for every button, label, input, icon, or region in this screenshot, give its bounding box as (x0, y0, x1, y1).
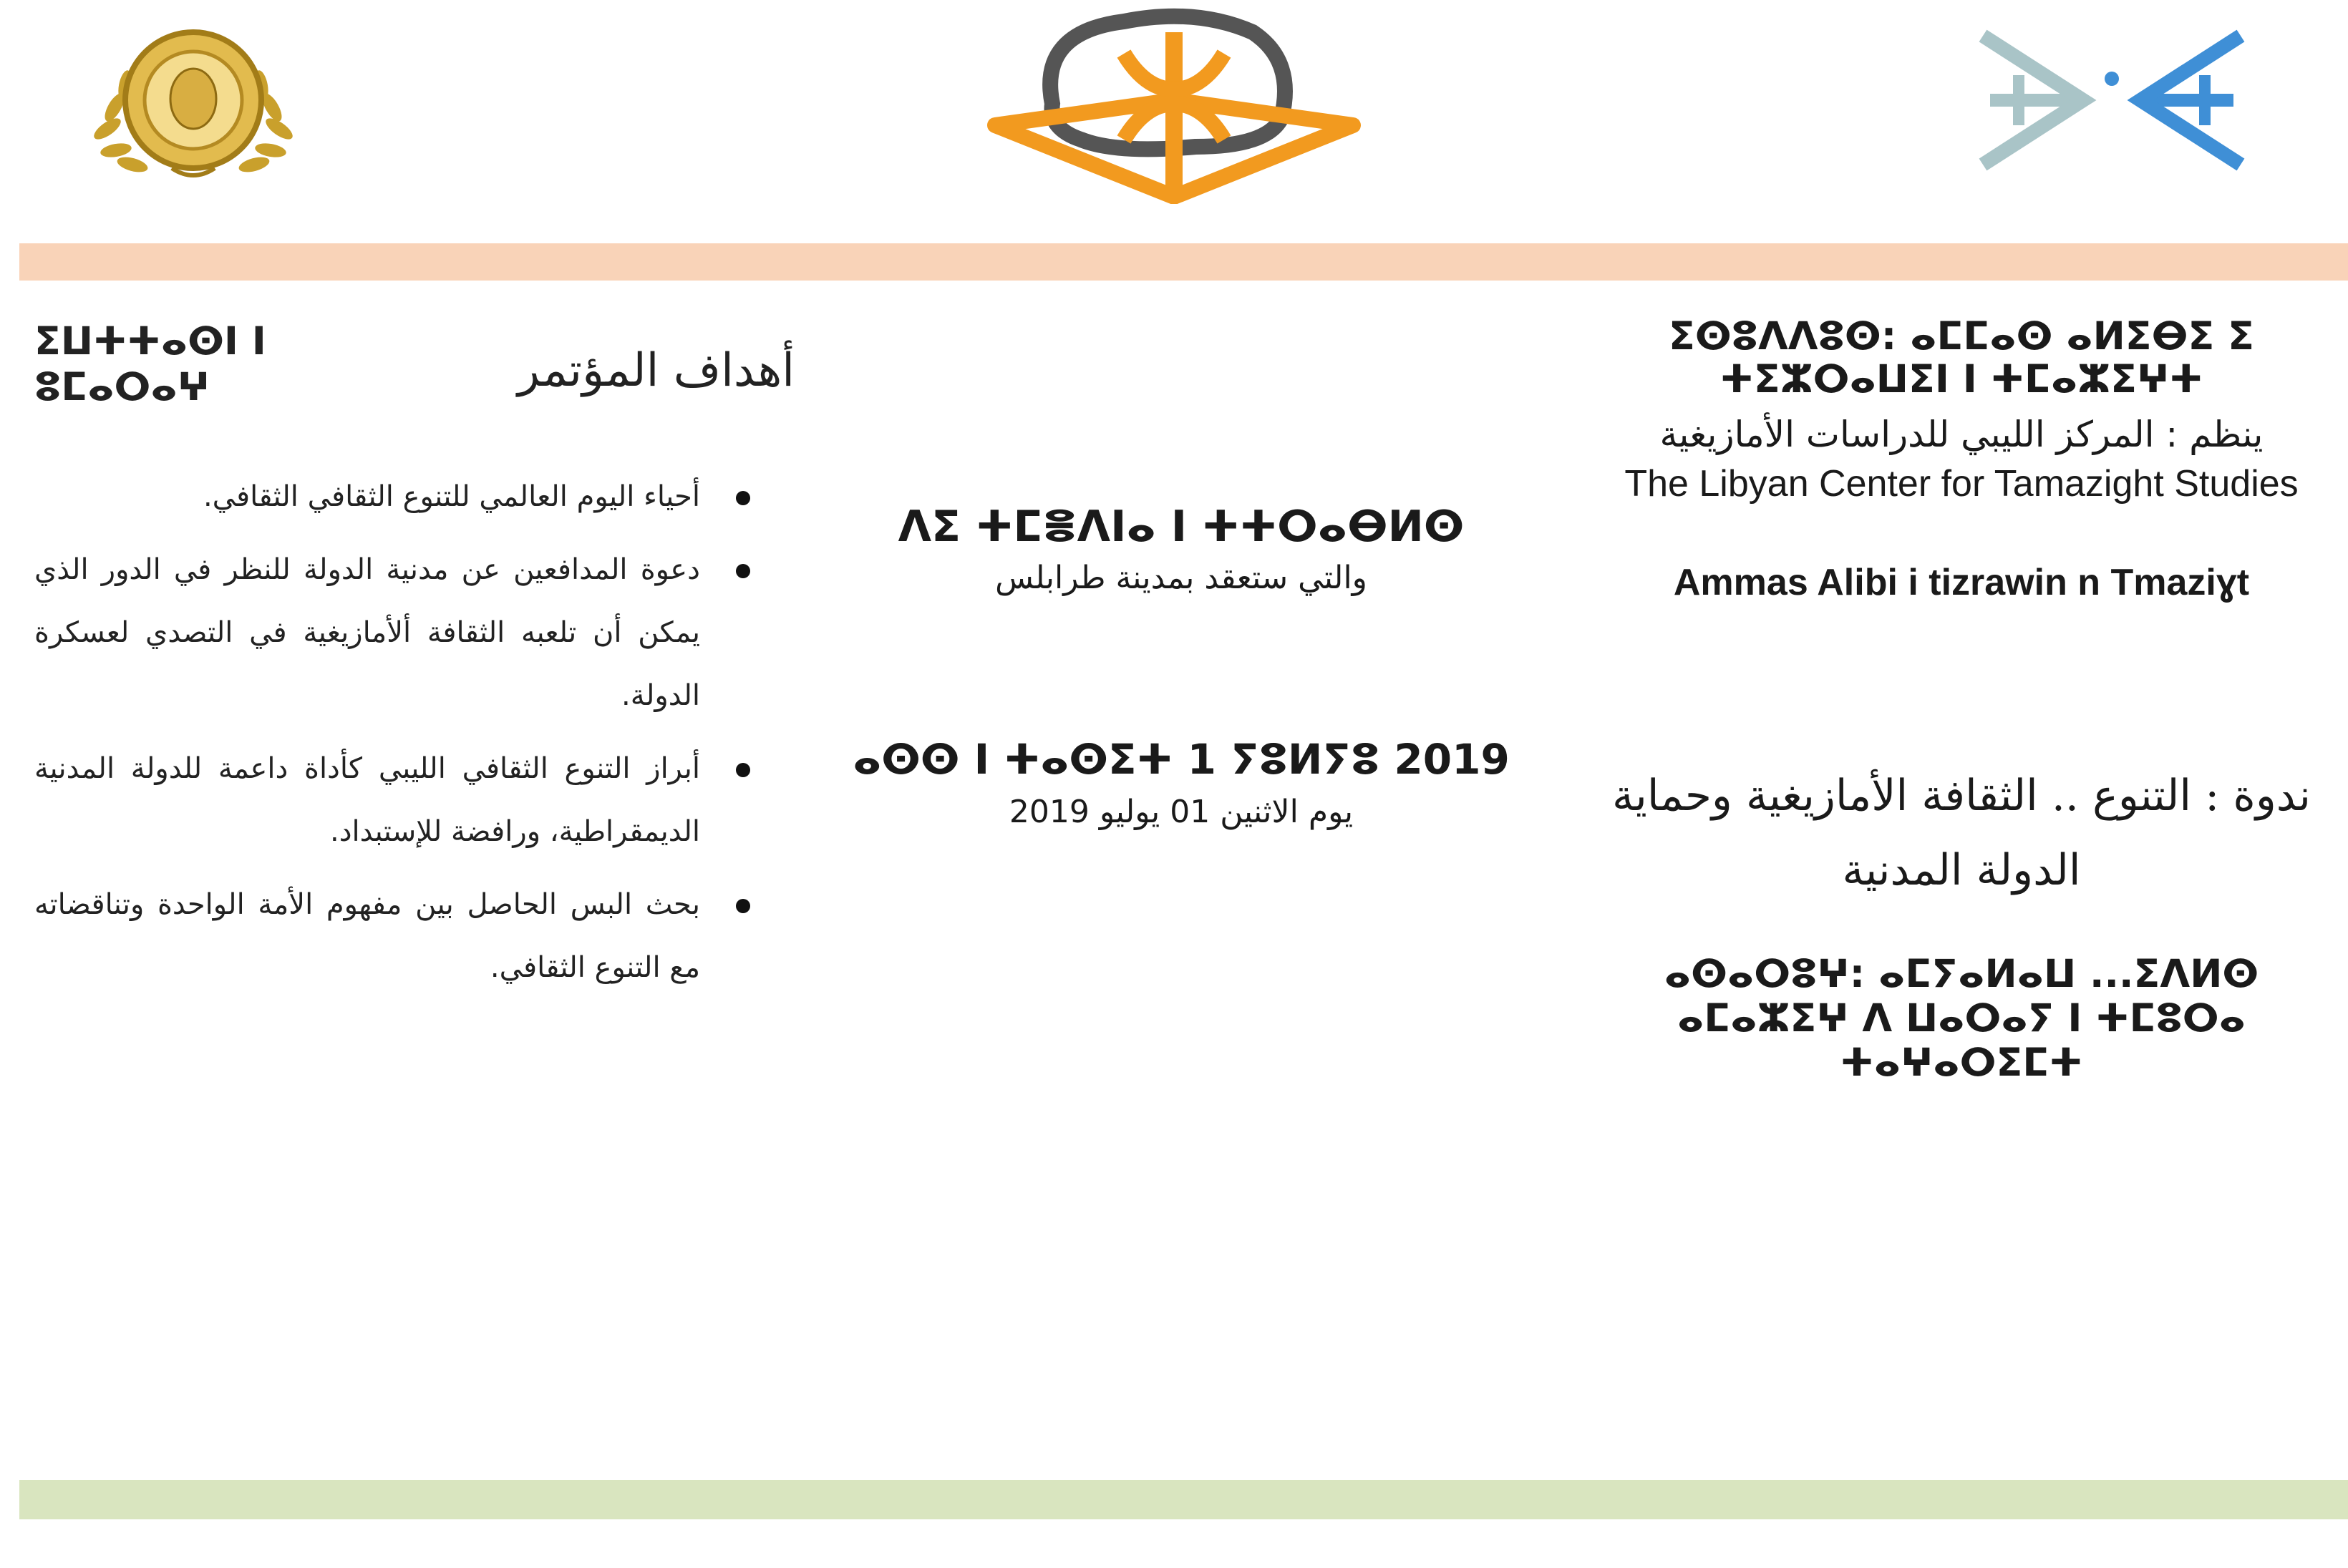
organizer-english: The Libyan Center for Tamazight Studies (1624, 463, 2299, 505)
bullet-icon (736, 763, 750, 777)
goals-title-tifinagh: ⵉⵡⵜⵜⴰⵙⵏ ⵏ ⵓⵎⴰⵔⴰⵖ (34, 318, 266, 409)
goal-item (34, 465, 750, 528)
top-color-band (19, 243, 2348, 281)
bullet-icon (736, 491, 750, 505)
venue-tifinagh: ⴷⵉ ⵜⵎⴻⴷⵏⴰ ⵏ ⵜⵜⵔⴰⴱⵍⵙ (898, 502, 1465, 552)
bottom-color-band (19, 1480, 2348, 1519)
organizer-tifinagh: ⵉⵙⵓⴷⴷⵓⵙ: ⴰⵎⵎⴰⵙ ⴰⵍⵉⴱⵉ ⵉ ⵜⵉⵣⵔⴰⵡⵉⵏ ⵏ ⵜⵎⴰⵣⵉⵖⵜ (1668, 313, 2255, 401)
goal-item (34, 737, 750, 863)
organizer-arabic: ينظم : المركز الليبي للدراسات الأمازيغية (1659, 414, 2264, 455)
goal-text: دعوة المدافعين عن مدنية الدولة للنظر في الدور الذي يمكن أن تلعبه الثقافة ألأمازيغية في التصدي لعسكرة الدولة. (34, 553, 700, 712)
goal-item (34, 538, 750, 727)
venue-arabic: والتي ستعقد بمدينة طرابلس (995, 560, 1367, 596)
goal-text: بحث البس الحاصل بين مفهوم الأمة الواحدة وتناقضاته مع التنوع الثقافي. (34, 888, 700, 984)
symposium-title-tifinagh: ⴰⵙⴰⵔⵓⵖ: ⴰⵎⵢⴰⵍⴰⵡ ...ⵉⴷⵍⵙ ⴰⵎⴰⵣⵉⵖ ⴷ ⵡⴰⵔⴰⵢ ⵏ ⵜⵎⵓⵔⴰ ⵜⴰⵖⴰⵔⵉⵎⵜ (1664, 951, 2259, 1085)
bullet-icon (736, 899, 750, 913)
date-tifinagh: ⴰⵙⵙ ⵏ ⵜⴰⵙⵉⵜ 1 ⵢⵓⵍⵢⵓ 2019 (853, 735, 1510, 784)
amazigh-yaz-book-icon (981, 4, 1367, 204)
goals-title-arabic: أهداف المؤتمر (517, 344, 795, 397)
tifinagh-logo (1976, 25, 2248, 175)
gold-laurel-seal-icon (64, 14, 322, 186)
bullet-icon (736, 564, 750, 578)
symposium-title-arabic: ندوة : التنوع .. الثقافة الأمازيغية وحماية الدولة المدنية (1612, 771, 2311, 895)
amazigh-book-logo (981, 4, 1367, 204)
goal-text: أبراز التنوع الثقافي الليبي كأداة داعمة للدولة المدنية الديمقراطية، ورافضة للإستبداد. (34, 752, 700, 848)
seal-logo (64, 14, 322, 186)
date-arabic: يوم الاثنين 01 يوليو 2019 (1009, 794, 1354, 830)
tifinagh-yaz-arrows-icon (1976, 25, 2248, 175)
goal-item (34, 873, 750, 999)
organizer-tamazight-latin: Ammas Alibi i tizrawin n Tmaziɣt (1673, 562, 2250, 603)
goal-text: أحياء اليوم العالمي للتنوع الثقافي الثقافي. (203, 480, 700, 513)
goals-list (34, 465, 750, 1009)
